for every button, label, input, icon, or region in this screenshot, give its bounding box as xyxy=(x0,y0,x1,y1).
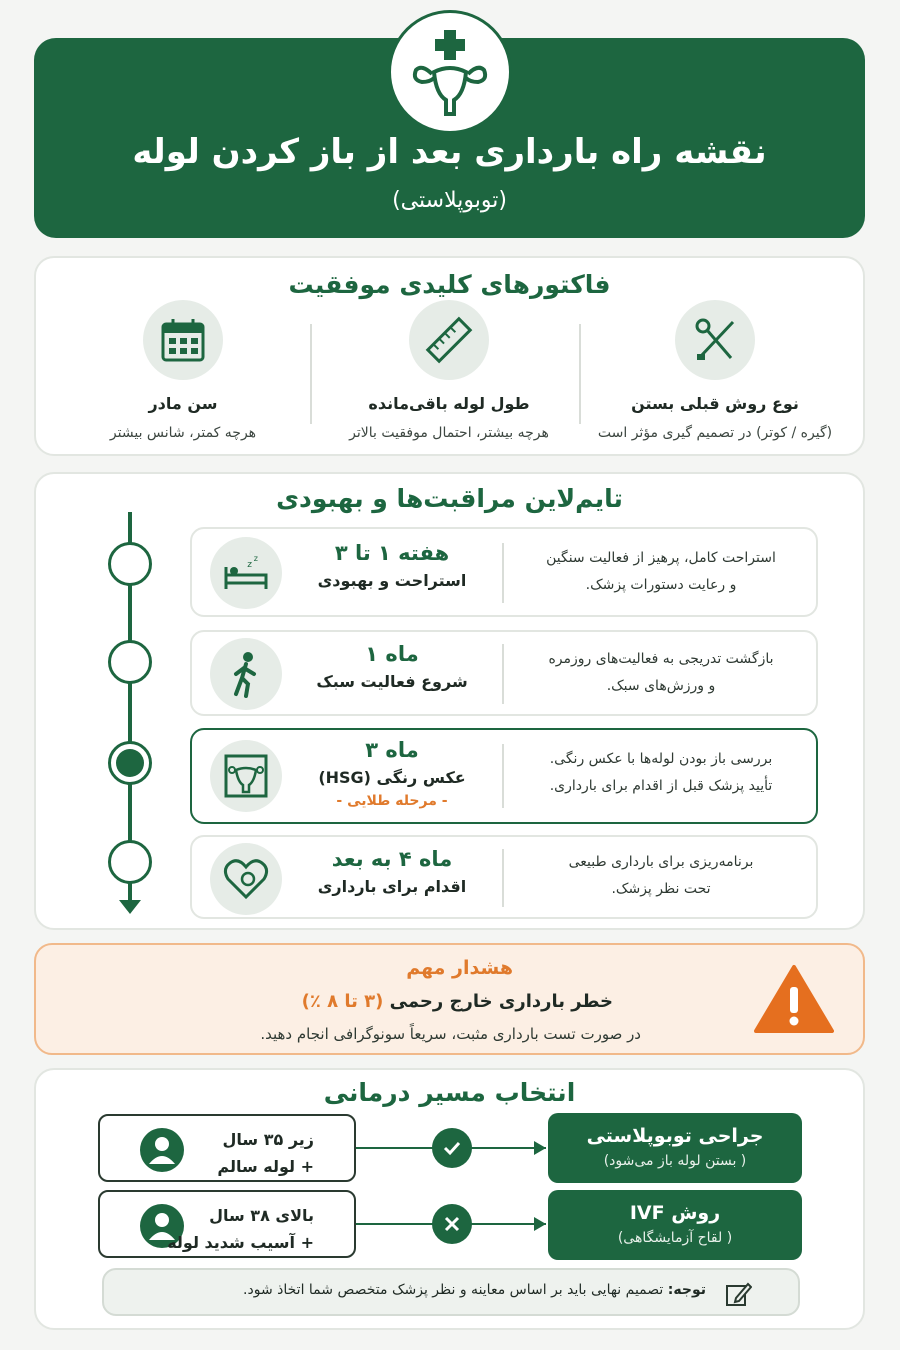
factor-desc: (گیره / کوتر) در تصمیم گیری مؤثر است xyxy=(597,425,833,441)
golden-stage-tag: - مرحله طلایی - xyxy=(336,793,448,809)
timeline-step-month-4 xyxy=(190,835,818,919)
timeline-step-month-1 xyxy=(190,630,818,716)
factor-desc: هرچه کمتر، شانس بیشتر xyxy=(109,425,257,441)
step-label: اقدام برای بارداری xyxy=(317,877,467,896)
step-desc xyxy=(516,646,806,699)
result-ivf xyxy=(548,1190,802,1260)
factors-card xyxy=(34,256,865,456)
condition-text xyxy=(167,1202,314,1256)
condition-line: بالای ۳۸ سال xyxy=(209,1206,314,1225)
step-desc xyxy=(516,545,806,598)
result-title: جراحی توبوپلاستی xyxy=(586,1125,764,1147)
timeline-arrow-icon xyxy=(119,900,141,914)
note-body: تصمیم نهایی باید بر اساس معاینه و نظر پزشک متخصص شما اتخاذ شود. xyxy=(243,1282,664,1298)
divider xyxy=(579,324,581,424)
warning-main-text: خطر بارداری خارج رحمی xyxy=(389,991,613,1012)
arrow-right-icon xyxy=(534,1141,546,1155)
step-desc-line: و رعایت دستورات پزشک. xyxy=(585,576,737,593)
step-desc-line: تأیید پزشک قبل از اقدام برای بارداری. xyxy=(549,777,773,794)
step-desc-line: بررسی باز بودن لوله‌ها با عکس رنگی. xyxy=(549,751,773,767)
timeline-step-weeks-1-3 xyxy=(190,527,818,617)
step-desc-line: برنامه‌ریزی برای بارداری طبیعی xyxy=(568,854,754,870)
timeline-node xyxy=(108,840,152,884)
step-heading xyxy=(292,642,492,691)
page-title: نقشه راه بارداری بعد از باز کردن لوله xyxy=(132,132,767,172)
step-desc-line: تحت نظر پزشک. xyxy=(611,880,711,897)
svg-text:z: z xyxy=(253,554,258,563)
step-period: ماه ۱ xyxy=(365,642,419,666)
timeline-node xyxy=(108,640,152,684)
divider xyxy=(502,849,504,907)
condition-box-older xyxy=(98,1190,356,1258)
timeline-node-active xyxy=(108,741,152,785)
page-subtitle: (توبوپلاستی) xyxy=(392,188,507,213)
factor-procedure-type xyxy=(585,300,845,441)
tools-icon xyxy=(675,300,755,380)
result-title: روش IVF xyxy=(629,1202,721,1224)
warning-range: (۳ تا ۸ ٪) xyxy=(301,991,384,1012)
uterus-xray-icon xyxy=(210,740,282,812)
step-label: عکس رنگی (HSG) xyxy=(318,768,466,787)
paths-title: انتخاب مسیر درمانی xyxy=(323,1078,576,1107)
warning-box xyxy=(34,943,865,1055)
uterus-medical-icon xyxy=(402,24,498,120)
factor-title: نوع روش قبلی بستن xyxy=(631,394,799,413)
timeline-node xyxy=(108,542,152,586)
factor-title: سن مادر xyxy=(148,394,218,413)
step-heading xyxy=(292,847,492,896)
svg-text:z: z xyxy=(247,560,252,570)
note-label: توجه: xyxy=(667,1282,706,1298)
condition-line: + لوله سالم xyxy=(217,1157,314,1177)
calendar-icon xyxy=(143,300,223,380)
step-desc-line: بازگشت تدریجی به فعالیت‌های روزمره xyxy=(548,651,774,667)
step-heading xyxy=(292,738,492,809)
factor-desc: هرچه بیشتر، احتمال موفقیت بالاتر xyxy=(349,425,549,441)
walking-person-icon xyxy=(210,638,282,710)
divider xyxy=(502,744,504,808)
factor-maternal-age xyxy=(53,300,313,441)
result-tuboplasty xyxy=(548,1113,802,1183)
step-period: ماه ۴ به بعد xyxy=(331,847,453,871)
step-desc xyxy=(516,849,806,902)
step-period: هفته ۱ تا ۳ xyxy=(334,541,450,565)
condition-text xyxy=(217,1126,314,1180)
note-text xyxy=(243,1282,706,1298)
factor-title: طول لوله باقی‌مانده xyxy=(368,394,530,413)
edit-pencil-icon xyxy=(724,1280,752,1308)
factors-title: فاکتورهای کلیدی موفقیت xyxy=(288,270,611,299)
result-sub: ( بستن لوله باز می‌شود) xyxy=(603,1153,747,1169)
warning-triangle-icon xyxy=(754,963,834,1035)
warning-desc: در صورت تست بارداری مثبت، سریعاً سونوگرافی انجام دهید. xyxy=(260,1025,641,1043)
step-period: ماه ۳ xyxy=(365,738,419,762)
cross-icon xyxy=(432,1204,472,1244)
step-label: شروع فعالیت سبک xyxy=(316,672,468,691)
sleep-bed-icon xyxy=(210,537,282,609)
warning-main xyxy=(302,991,613,1012)
user-avatar-icon xyxy=(140,1128,184,1172)
divider xyxy=(502,644,504,704)
step-heading xyxy=(292,541,492,590)
heart-baby-icon xyxy=(210,843,282,915)
result-sub: ( لقاح آزمایشگاهی) xyxy=(617,1230,733,1246)
warning-title: هشدار مهم xyxy=(406,957,513,979)
check-icon xyxy=(432,1128,472,1168)
condition-line: زیر ۳۵ سال xyxy=(222,1130,314,1149)
step-desc xyxy=(516,746,806,799)
timeline-title: تایم‌لاین مراقبت‌ها و بهبودی xyxy=(276,484,623,513)
factor-tube-length xyxy=(319,300,579,441)
note-box xyxy=(102,1268,800,1316)
timeline-step-month-3 xyxy=(190,728,818,824)
ruler-icon xyxy=(409,300,489,380)
logo-badge xyxy=(388,10,512,134)
condition-line: + آسیب شدید لوله xyxy=(167,1233,314,1253)
divider xyxy=(502,543,504,603)
arrow-right-icon xyxy=(534,1217,546,1231)
step-label: استراحت و بهبودی xyxy=(317,571,467,590)
condition-box-young xyxy=(98,1114,356,1182)
step-desc-line: استراحت کامل، پرهیز از فعالیت سنگین xyxy=(546,550,776,566)
step-desc-line: و ورزش‌های سبک. xyxy=(606,677,716,694)
